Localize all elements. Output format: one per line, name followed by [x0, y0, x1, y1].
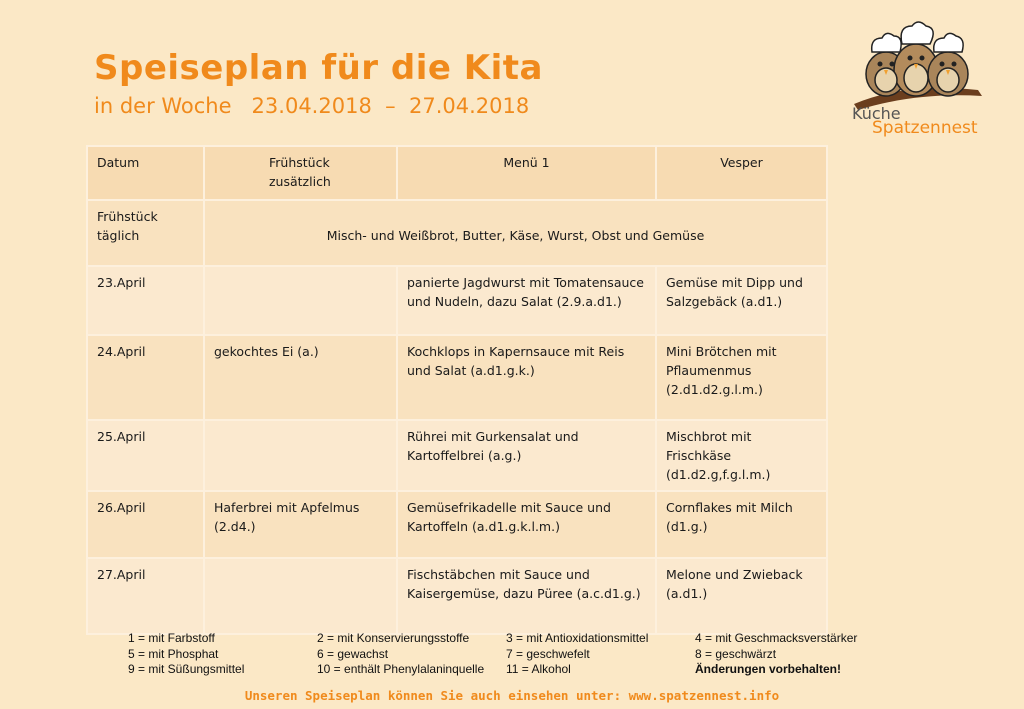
header-menu-1: Menü 1: [397, 146, 656, 200]
row-date: 26.April: [87, 491, 204, 558]
breakfast-daily-row: [87, 200, 827, 266]
row-menu: Rührei mit Gurkensalat und Kartoffelbrei (a.g.): [397, 420, 656, 491]
legend-item: 5 = mit Phosphat: [128, 646, 219, 661]
logo-text-kueche: Küche: [852, 104, 901, 123]
legend-item: 1 = mit Farbstoff: [128, 631, 215, 645]
row-vesper: Melone und Zwieback (a.d1.): [656, 558, 827, 634]
row-extra: [204, 558, 397, 634]
legend-row: [128, 647, 888, 663]
legend-row: [128, 631, 888, 647]
row-menu: Kochklops in Kapernsauce mit Reis und Salat (a.d1.g.k.): [397, 335, 656, 420]
row-vesper: Mini Brötchen mit Pflaumenmus (2.d1.d2.g.l.m.): [656, 335, 827, 420]
row-vesper: Cornflakes mit Milch (d1.g.): [656, 491, 827, 558]
row-extra: gekochtes Ei (a.): [204, 335, 397, 420]
row-menu: panierte Jagdwurst mit Tomatensauce und Nudeln, dazu Salat (2.9.a.d1.): [397, 266, 656, 335]
table-row: [87, 335, 827, 420]
table-row: [87, 491, 827, 558]
table-row: [87, 420, 827, 491]
row-date: 27.April: [87, 558, 204, 634]
legend-item: 9 = mit Süßungsmittel: [128, 662, 245, 676]
additive-legend: [128, 631, 888, 678]
header-datum: Datum: [87, 146, 204, 200]
row-date: 24.April: [87, 335, 204, 420]
row-date: 23.April: [87, 266, 204, 335]
changes-reserved-note: Änderungen vorbehalten!: [695, 662, 842, 676]
legend-item: 4 = mit Geschmacksverstärker: [695, 631, 858, 645]
row-extra: Haferbrei mit Apfelmus (2.d4.): [204, 491, 397, 558]
footer-website-note: Unseren Speiseplan können Sie auch einsehen unter: www.spatzennest.info: [244, 688, 780, 703]
header-fruehstueck-zusaetzlich: Frühstück zusätzlich: [204, 146, 397, 200]
breakfast-daily-text: Misch- und Weißbrot, Butter, Käse, Wurst, Obst und Gemüse: [204, 200, 827, 266]
legend-item: 11 = Alkohol: [506, 662, 571, 676]
legend-item: 10 = enthält Phenylalaninquelle: [317, 662, 485, 676]
legend-item: 7 = geschwefelt: [506, 646, 590, 661]
week-range: in der Woche 23.04.2018 – 27.04.2018: [94, 94, 530, 118]
table-header-row: [87, 146, 827, 200]
row-vesper: Gemüse mit Dipp und Salzgebäck (a.d1.): [656, 266, 827, 335]
row-extra: [204, 266, 397, 335]
table-row: [87, 558, 827, 634]
legend-item: 8 = geschwärzt: [695, 646, 777, 661]
row-menu: Fischstäbchen mit Sauce und Kaisergemüse, dazu Püree (a.c.d1.g.): [397, 558, 656, 634]
menu-table: [86, 145, 828, 635]
logo-text-spatzennest: Spatzennest: [872, 118, 978, 138]
legend-item: 2 = mit Konservierungsstoffe: [317, 631, 470, 645]
legend-item: 6 = gewachst: [317, 646, 389, 661]
row-date: 25.April: [87, 420, 204, 491]
breakfast-daily-label: Frühstück täglich: [87, 200, 204, 266]
row-extra: [204, 420, 397, 491]
header-vesper: Vesper: [656, 146, 827, 200]
legend-item: 3 = mit Antioxidationsmittel: [506, 631, 649, 645]
row-vesper: Mischbrot mit Frischkäse (d1.d2.g,f.g.l.m.): [656, 420, 827, 491]
row-menu: Gemüsefrikadelle mit Sauce und Kartoffeln (a.d1.g.k.l.m.): [397, 491, 656, 558]
legend-row: [128, 662, 888, 678]
page-title: Speiseplan für die Kita: [94, 48, 544, 88]
table-row: [87, 266, 827, 335]
